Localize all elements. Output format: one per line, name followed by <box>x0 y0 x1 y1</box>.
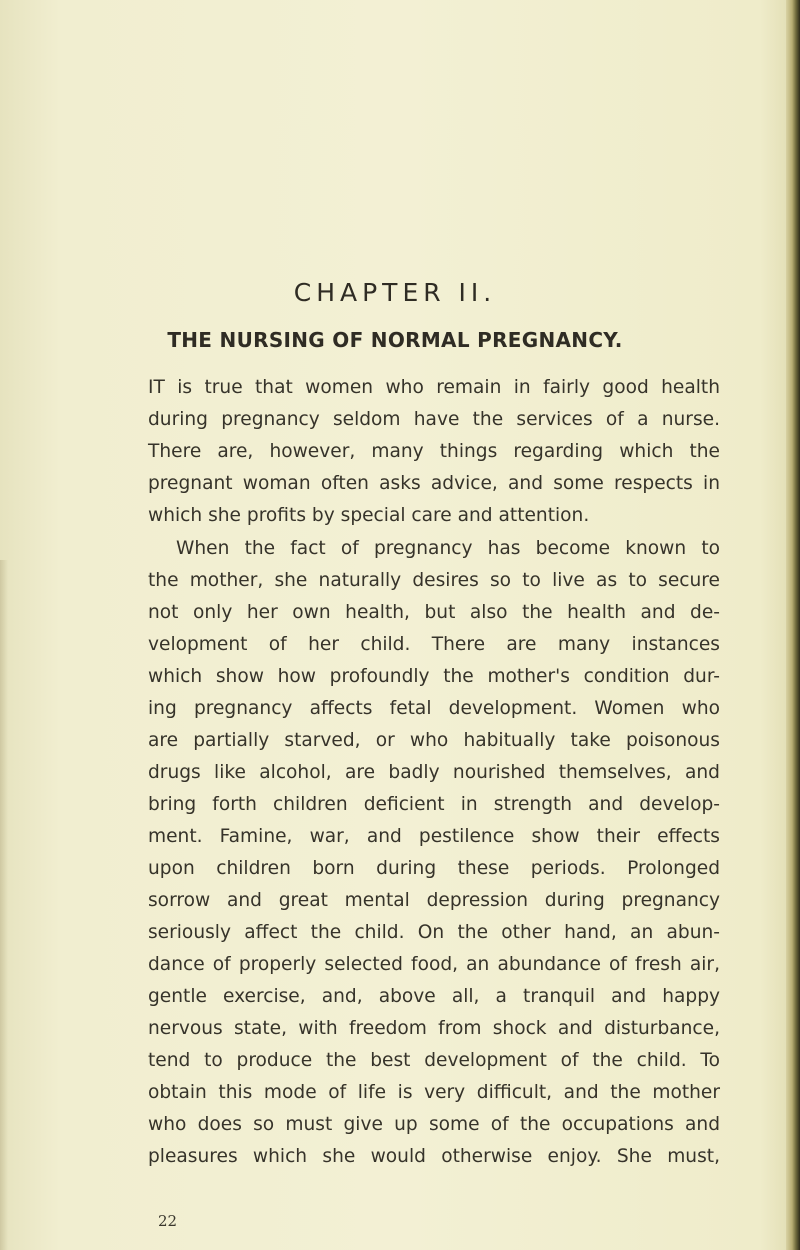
text-line: which she profits by special care and attention. <box>148 505 590 526</box>
text-line: bring forth children deficient in strength and develop- <box>148 794 720 815</box>
text-line: who does so must give up some of the occupations and <box>148 1114 720 1135</box>
text-line: tend to produce the best development of the child. To <box>148 1050 720 1071</box>
text-line: the mother, she naturally desires so to live as to secure <box>148 570 720 591</box>
text-line: obtain this mode of life is very difficult, and the mother <box>148 1082 720 1103</box>
text-line: ing pregnancy affects fetal development. Women who <box>148 698 720 719</box>
chapter-title: THE NURSING OF NORMAL PREGNANCY. <box>167 328 623 352</box>
text-line: nervous state, with freedom from shock and disturbance, <box>148 1018 720 1039</box>
text-line: pregnant woman often asks advice, and some respects in <box>148 473 720 494</box>
text-line: drugs like alcohol, are badly nourished themselves, and <box>148 762 720 783</box>
page-gutter-shadow <box>786 0 800 1250</box>
text-line: When the fact of pregnancy has become known to <box>176 538 720 559</box>
text-line: not only her own health, but also the health and de- <box>148 602 720 623</box>
text-line: are partially starved, or who habitually take poisonous <box>148 730 720 751</box>
page-left-edge <box>0 560 8 1250</box>
text-line: gentle exercise, and, above all, a tranquil and happy <box>148 986 720 1007</box>
text-line: sorrow and great mental depression during pregnancy <box>148 890 720 911</box>
text-line: ment. Famine, war, and pestilence show their effects <box>148 826 720 847</box>
text-line: velopment of her child. There are many instances <box>148 634 720 655</box>
text-line: IT is true that women who remain in fairly good health <box>148 377 720 398</box>
text-line: which show how profoundly the mother's condition dur- <box>148 666 720 687</box>
text-line: There are, however, many things regarding which the <box>148 441 720 462</box>
page-number: 22 <box>158 1212 178 1230</box>
text-line: during pregnancy seldom have the services of a nurse. <box>148 409 720 430</box>
text-line: pleasures which she would otherwise enjoy. She must, <box>148 1146 720 1167</box>
chapter-heading: CHAPTER II. <box>293 278 497 307</box>
text-line: seriously affect the child. On the other hand, an abun- <box>148 922 720 943</box>
text-line: dance of properly selected food, an abundance of fresh air, <box>148 954 720 975</box>
text-line: upon children born during these periods. Prolonged <box>148 858 720 879</box>
